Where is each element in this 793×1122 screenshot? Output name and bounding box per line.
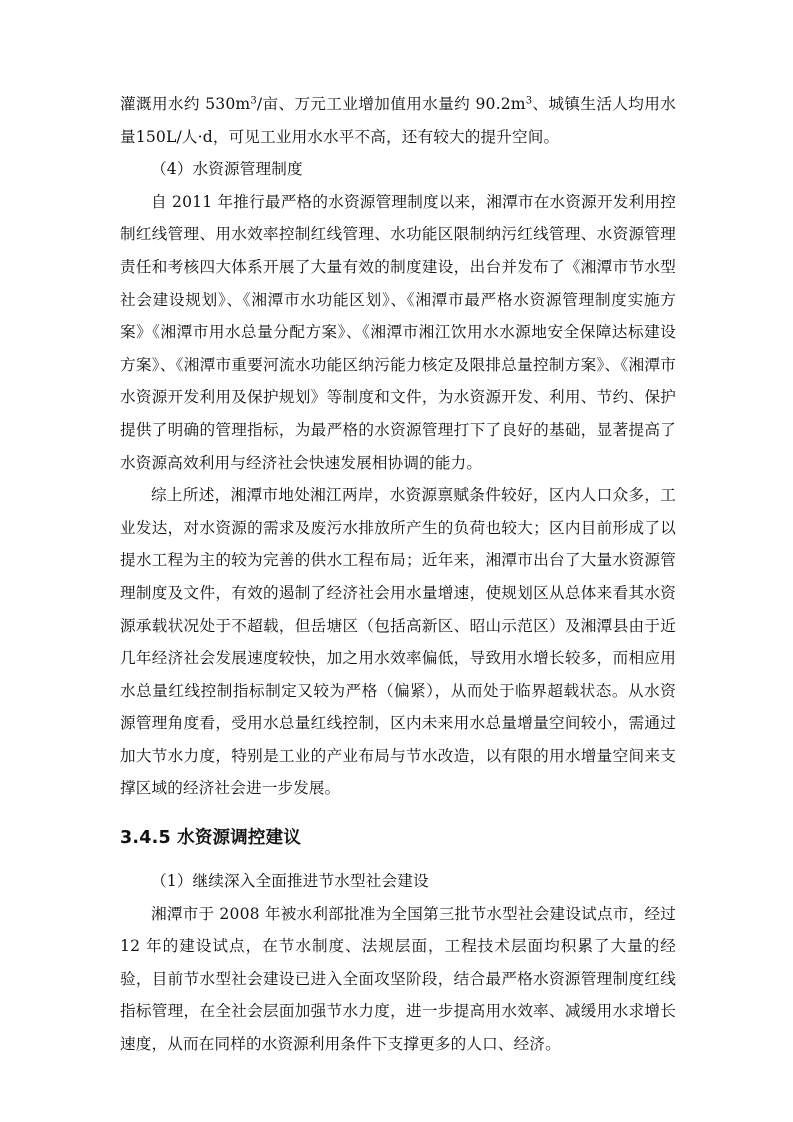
irrigation-text-part-2: /亩、万元工业增加值用水量约 90.2m: [256, 95, 526, 113]
subheading-water-management-system: （4）水资源管理制度: [151, 160, 303, 179]
cubic-superscript-1: 3: [250, 95, 257, 107]
subheading-water-saving-society: （1）继续深入全面推进节水型社会建设: [151, 872, 429, 891]
paragraph-water-saving-society: 湘潭市于 2008 年被水利部批准为全国第三批节水型社会建设试点市，经过12 年的建设试点，在节水制度、法规层面，工程技术层面均积累了大量的经验，目前节水型社会建设已进入全面攻坚阶段，结合最严格水资源管理制度红线指标管理，在全社会层面加强节水力度，进一步提高用水效率、减缓用水求增长速度，从而在同样的水资源利用条件下支撑更多的人口、经济。: [120, 904, 676, 1054]
section-number: 3.4.5: [120, 828, 171, 849]
paragraph-summary: 综上所述，湘潭市地处湘江两岸，水资源禀赋条件较好，区内人口众多，工业发达，对水资源的需求及废污水排放所产生的负荷也较大；区内目前形成了以提水工程为主的较为完善的供水工程布局；近年来，湘潭市出台了大量水资源管理制度及文件，有效的遏制了经济社会用水量增速，使规划区从总体来看其水资源承载状况处于不超载，但岳塘区（包括高新区、昭山示范区）及湘潭县由于近几年经济社会发展速度较快，加之用水效率偏低，导致用水增长较多，而相应用水总量红线控制指标制定又较为严格（偏紧），从而处于临界超载状态。从水资源管理角度看，受用水总量红线控制，区内未来用水总量增量空间较小，需通过加大节水力度，特别是工业的产业布局与节水改造，以有限的用水增量空间来支撑区域的经济社会进一步发展。: [120, 486, 676, 798]
section-heading: [120, 821, 676, 855]
paragraph-management-system: 自 2011 年推行最严格的水资源管理制度以来，湘潭市在水资源开发利用控制红线管理、用水效率控制红线管理、水功能区限制纳污红线管理、水资源管理责任和考核四大体系开展了大量有效的制度建设，出台并发布了《湘潭市节水型社会建设规划》、《湘潭市水功能区划》、《湘潭市最严格水资源管理制度实施方案》《湘潭市用水总量分配方案》、《湘潭市湘江饮用水水源地安全保障达标建设方案》、《湘潭市重要河流水功能区纳污能力核定及限排总量控制方案》、《湘潭市水资源开发利用及保护规划》等制度和文件，为水资源开发、利用、节约、保护提供了明确的管理指标，为最严格的水资源管理打下了良好的基础，显著提高了水资源高效利用与经济社会快速发展相协调的能力。: [120, 192, 676, 472]
irrigation-text-part-1: 灌溉用水约 530m: [120, 95, 251, 113]
section-title: 水资源调控建议: [177, 828, 302, 849]
document-body: [120, 88, 676, 1061]
spacer: [120, 855, 676, 865]
irrigation-text-part-3: 、城镇生活人均用水量150L/人·d，可见工业用水水平不高，还有较大的提升空间。: [120, 95, 676, 146]
cubic-superscript-2: 3: [525, 95, 533, 107]
paragraph-irrigation-water-use: [120, 88, 676, 153]
spacer: [120, 805, 676, 821]
